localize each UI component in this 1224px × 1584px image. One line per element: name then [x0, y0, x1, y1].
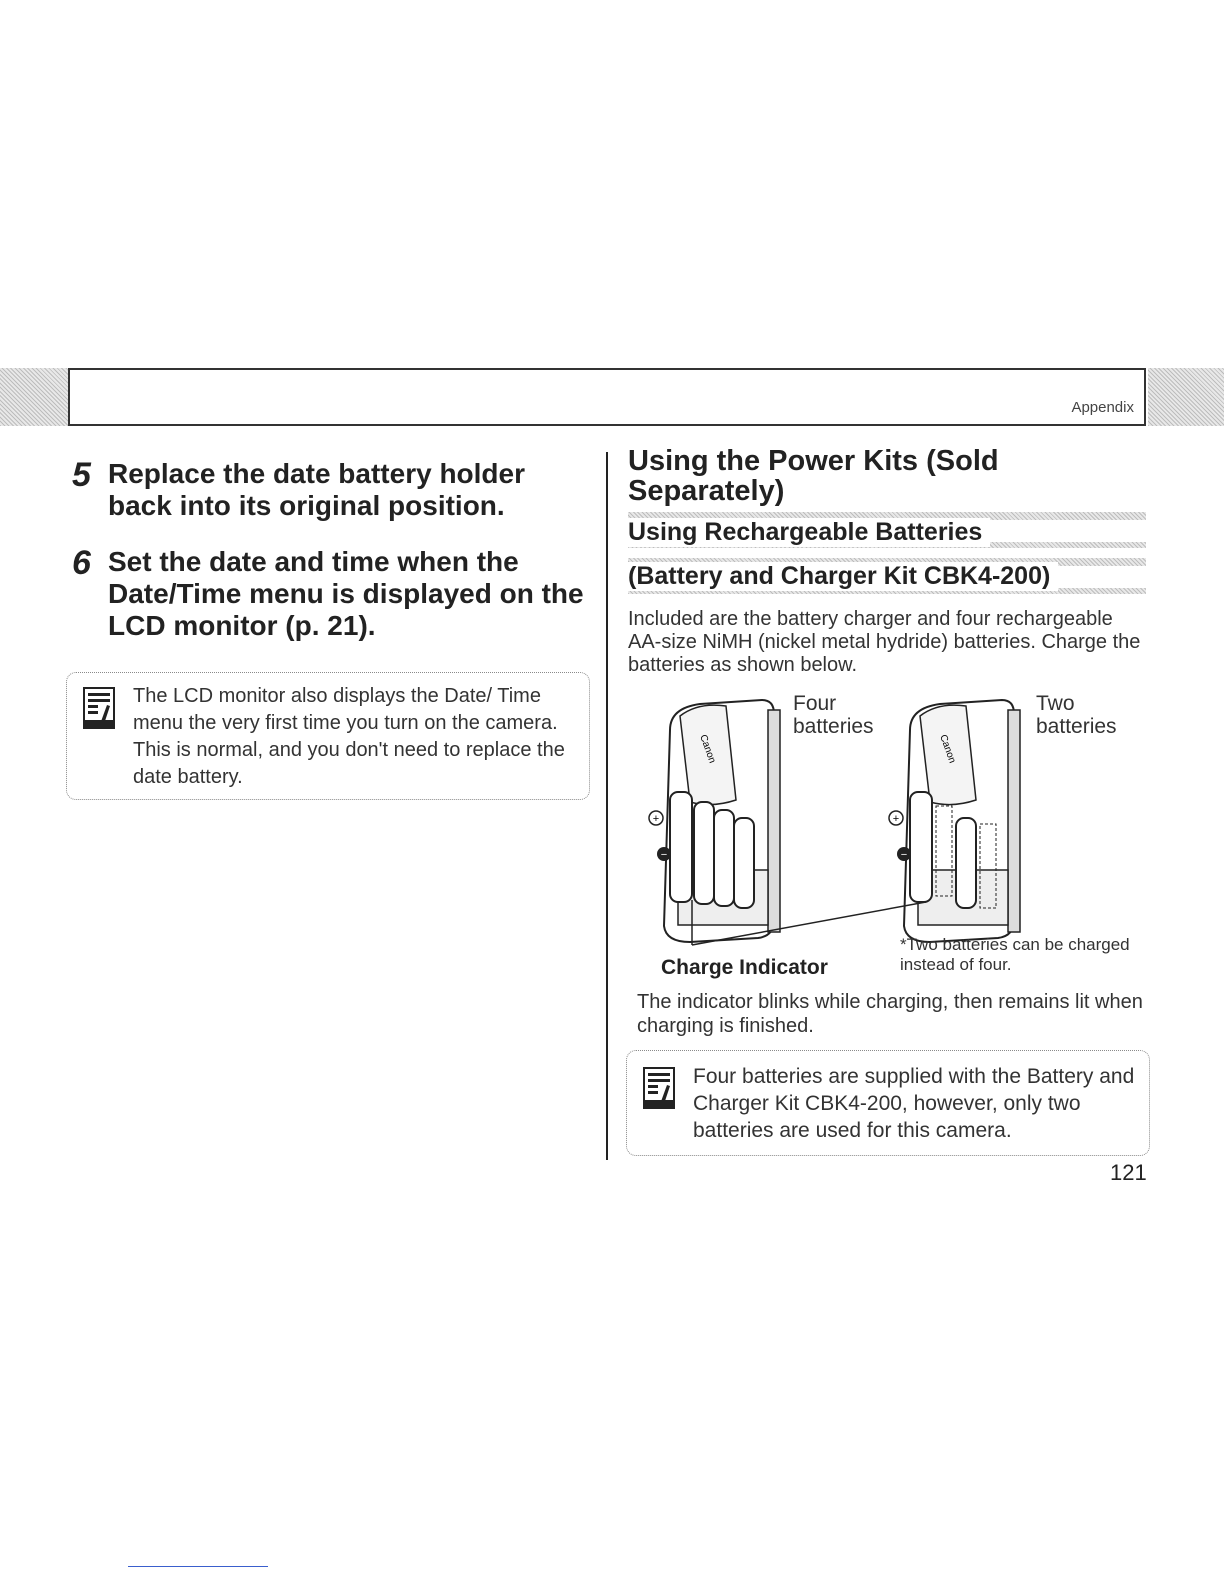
battery: [910, 792, 932, 902]
note-box-batteries: [626, 1050, 1150, 1156]
note-text: Four batteries are supplied with the Battery and Charger Kit CBK4-200, however, only two batteries are used for this camera.: [693, 1065, 1135, 1142]
minus-sign: −: [660, 849, 668, 861]
plus-sign: +: [652, 813, 660, 825]
label-charge-indicator: Charge Indicator: [661, 956, 828, 979]
page-number: 121: [1110, 1160, 1147, 1185]
header-hatch-right: [1148, 368, 1224, 426]
intro-paragraph: Included are the battery charger and four rechargeable AA-size NiMH (nickel metal hydride) batteries. Charge the batteries as shown below.: [628, 608, 1141, 676]
label-four-batteries: Four batteries: [793, 692, 874, 738]
step-6: [72, 546, 592, 656]
subheading-text: (Battery and Charger Kit CBK4-200): [628, 562, 1058, 591]
column-divider: [606, 452, 608, 1160]
battery: [714, 810, 734, 906]
battery: [956, 818, 976, 908]
step-text: Set the date and time when the Date/Time menu is displayed on the LCD monitor (p. 21).: [108, 546, 584, 641]
battery: [694, 802, 714, 904]
plus-sign: +: [892, 813, 900, 825]
footnote: *Two batteries can be charged instead of four.: [900, 935, 1130, 974]
brand-label: Canon: [937, 733, 958, 765]
footer-link-line: [128, 1566, 268, 1567]
page-header: [68, 368, 1146, 426]
header-hatch-left: [0, 368, 68, 426]
brand-label: Canon: [697, 733, 718, 765]
note-text: The LCD monitor also displays the Date/ Time menu the very first time you turn on the camera. This is normal, and you don't need to replace the date battery.: [133, 685, 565, 788]
section-title: Using the Power Kits (Sold Separately): [628, 445, 999, 507]
charger-four-batteries: [649, 700, 780, 942]
battery: [734, 818, 754, 908]
step-text: Replace the date battery holder back into its original position.: [108, 458, 526, 521]
label-two-batteries: Two batteries: [1036, 692, 1117, 738]
step-5: [72, 458, 592, 528]
indicator-description: The indicator blinks while charging, then remains lit when charging is finished.: [637, 991, 1143, 1037]
memo-icon: [643, 1067, 675, 1109]
subheading-charger-kit: [628, 558, 1146, 594]
section-label: Appendix: [1071, 399, 1134, 416]
subheading-text: Using Rechargeable Batteries: [628, 518, 990, 547]
step-number: 6: [72, 544, 91, 582]
memo-icon: [83, 687, 115, 729]
battery: [670, 792, 692, 902]
minus-sign: −: [900, 849, 908, 861]
subheading-rechargeable: [628, 512, 1146, 548]
note-box-date-battery: [66, 672, 590, 800]
step-number: 5: [72, 456, 91, 494]
